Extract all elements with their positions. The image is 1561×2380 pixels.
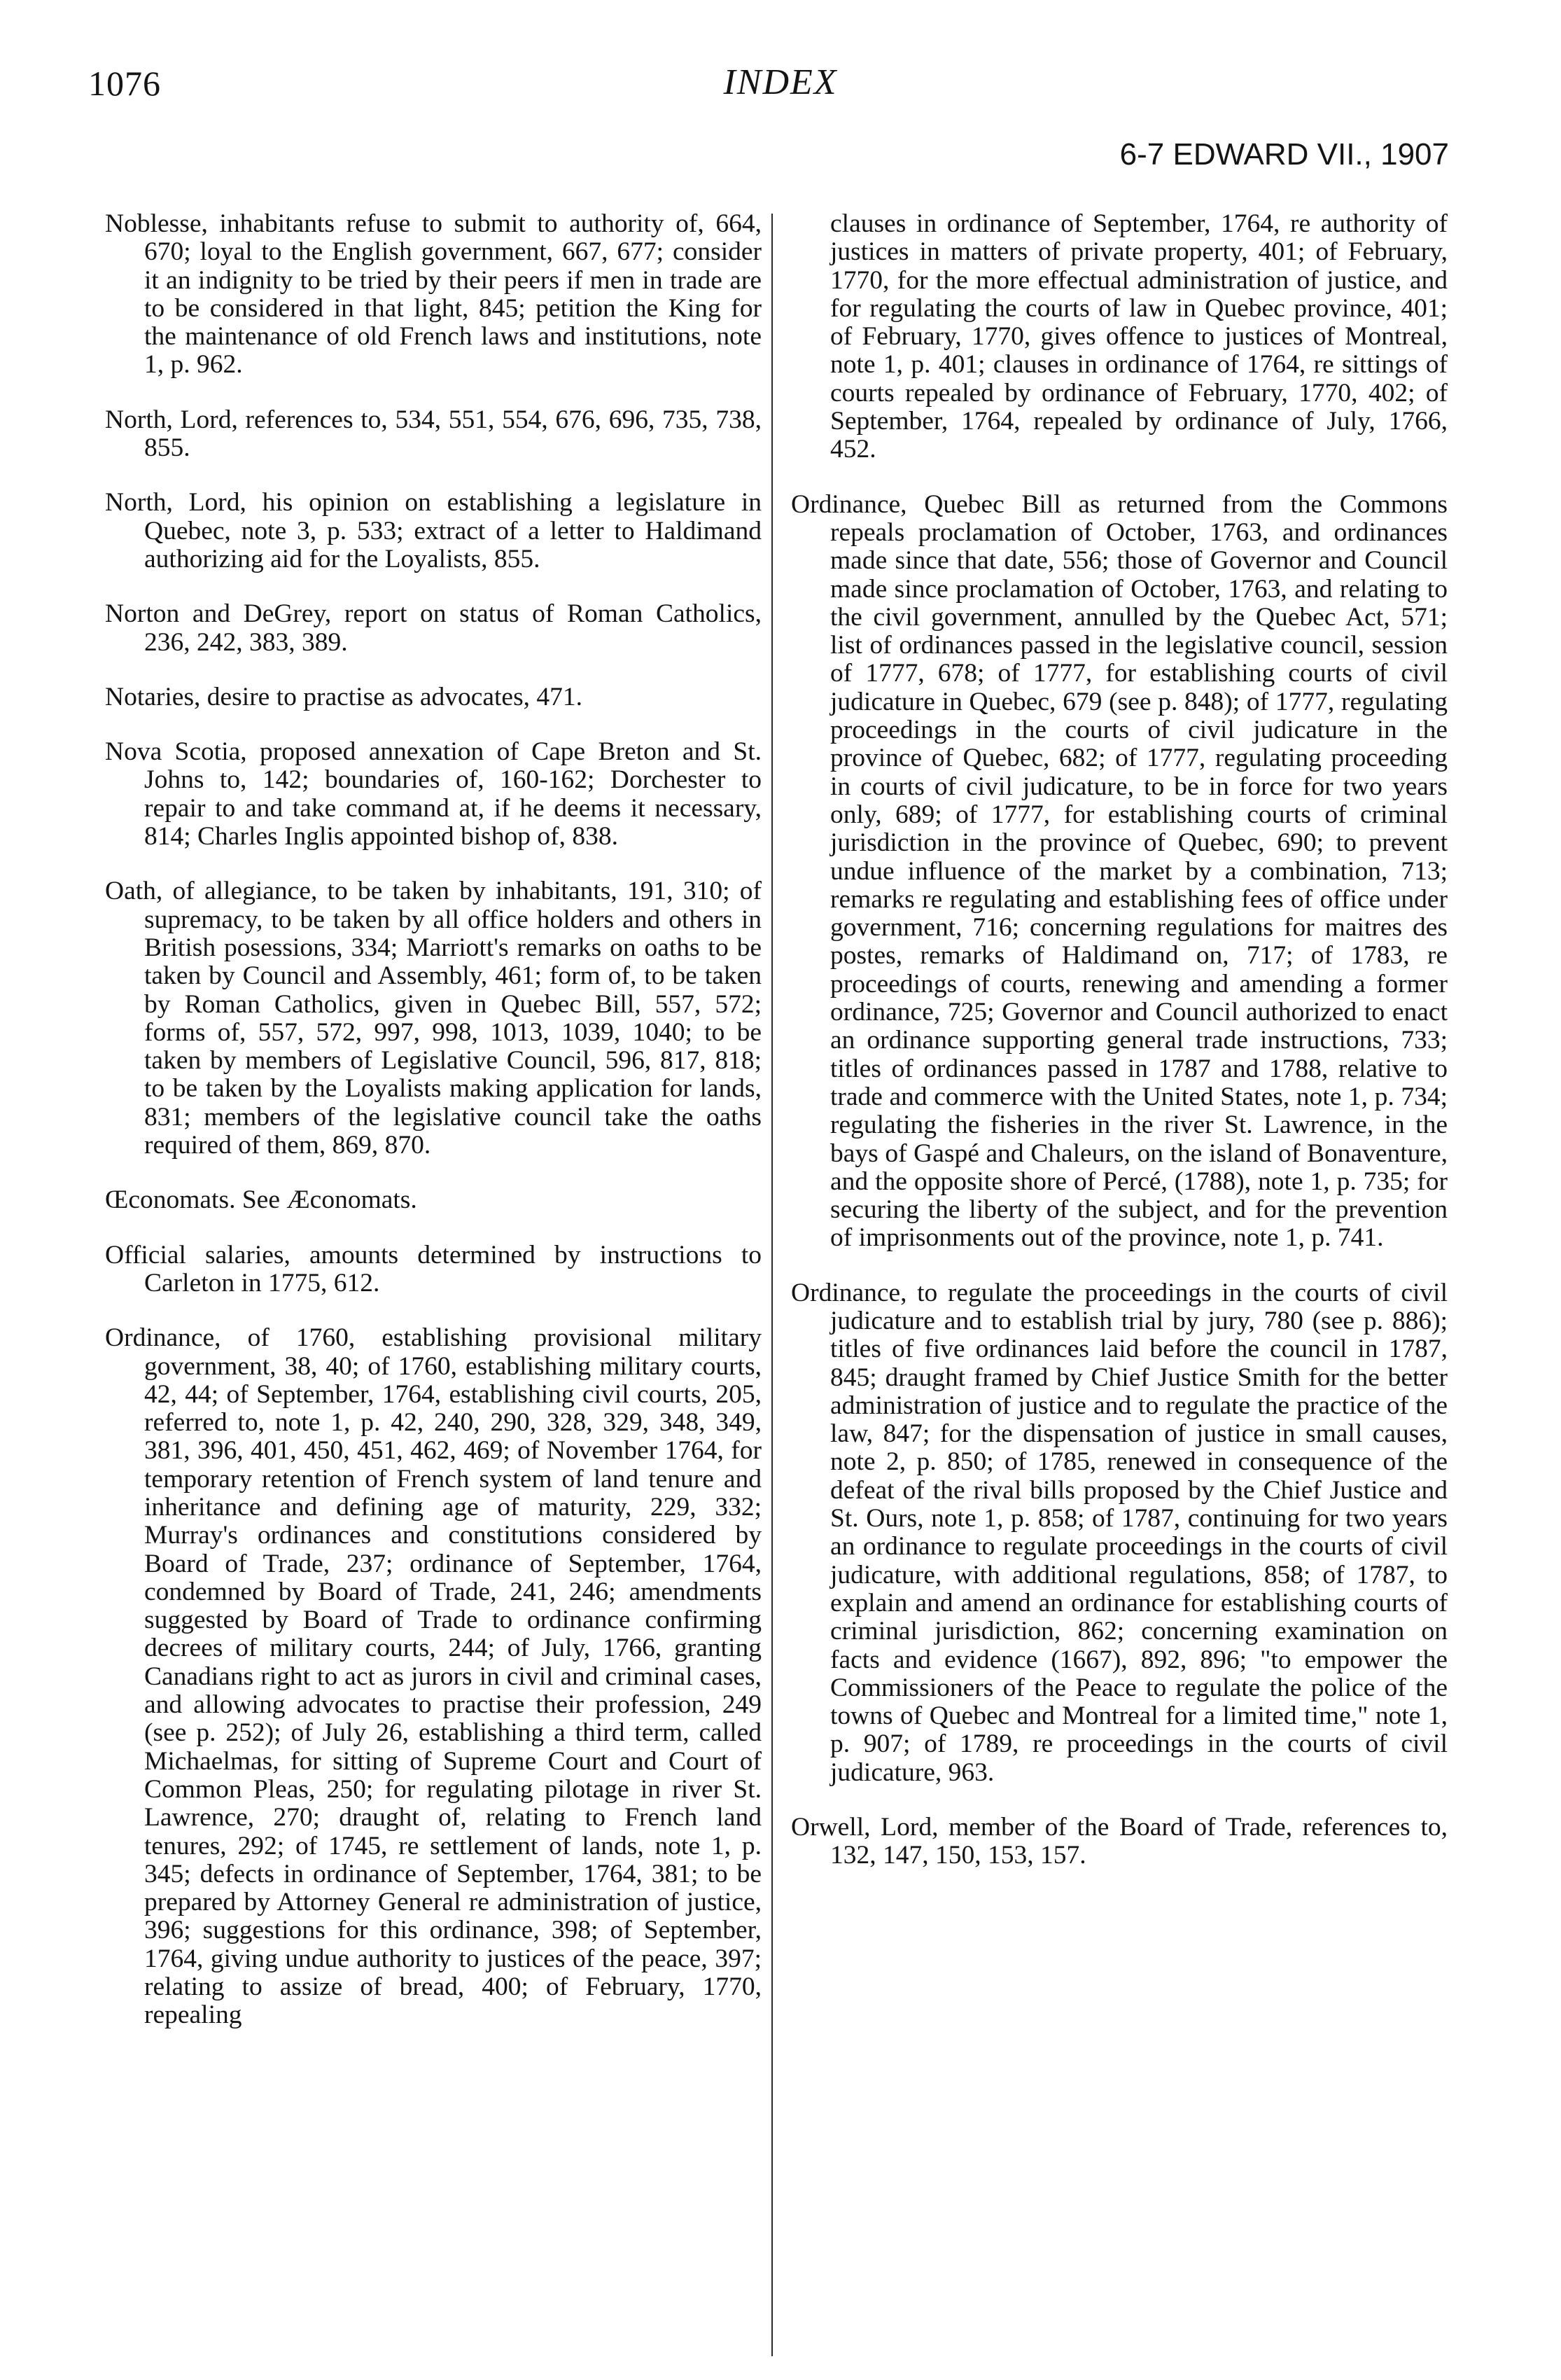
- index-entry: [105, 738, 762, 851]
- entry-text: Oath, of allegiance, to be taken by inhabitants, 191, 310; of supremacy, to be taken by all office holders and others in British posessions, 334; Marriott's remarks on oaths to be taken by Council and Assembly, 461; form of, to be taken by Roman Catholics, given in Quebec Bill, 557, 572; forms of, 557, 572, 997, 998, 1013, 1039, 1040; to be taken by members of Legislative Council, 596, 817, 818; to be taken by the Loyalists making application for lands, 831; members of the legislative council take the oaths required of them, 869, 870.: [105, 877, 762, 1160]
- entry-text: Ordinance, to regulate the proceedings in the courts of civil judicature and to establish trial by jury, 780 (see p. 886); titles of five ordinances laid before the council in 1787, 845; draught framed by Chief Justice Smith for the better administration of justice and to regulate the practice of the law, 847; for the dispensation of justice in small causes, note 2, p. 850; of 1785, renewed in consequence of the defeat of the rival bills proposed by the Chief Justice and St. Ours, note 1, p. 858; of 1787, continuing for two years an ordinance to regulate proceedings in the courts of civil judicature, with additional regulations, 858; of 1787, to explain and amend an ordinance for establishing courts of criminal jurisdiction, 862; concerning examination on facts and evidence (1667), 892, 896; "to empower the Commissioners of the Peace to regulate the police of the towns of Quebec and Montreal for a limited time," note 1, p. 907; of 1789, re proceedings in the courts of civil judicature, 963.: [791, 1278, 1448, 1787]
- running-head: INDEX: [723, 62, 838, 102]
- entry-text: Noblesse, inhabitants refuse to submit to authority of, 664, 670; loyal to the English government, 667, 677; consider it an indignity to be tried by their peers if men in trade are to be considered in that light, 845; petition the King for the maintenance of old French laws and institutions, note 1, p. 962.: [105, 209, 762, 380]
- entry-text: Official salaries, amounts determined by instructions to Carleton in 1775, 612.: [105, 1240, 762, 1297]
- entry-text: Norton and DeGrey, report on status of Roman Catholics, 236, 242, 383, 389.: [105, 599, 762, 657]
- index-entry-continued: [791, 210, 1448, 464]
- page-header: [0, 0, 1561, 182]
- entry-text: Œconomats. See Æconomats.: [105, 1185, 417, 1215]
- index-column-left: [105, 210, 762, 2030]
- index-column-right: [791, 210, 1448, 1870]
- index-entry: [105, 877, 762, 1160]
- index-entry: [791, 1814, 1448, 1870]
- page-number: 1076: [88, 64, 161, 103]
- index-entry: [105, 1324, 762, 2029]
- entry-text: Orwell, Lord, member of the Board of Trade, references to, 132, 147, 150, 153, 157.: [791, 1813, 1448, 1870]
- entry-text: North, Lord, references to, 534, 551, 554, 676, 696, 735, 738, 855.: [105, 405, 762, 463]
- index-entry: [105, 1241, 762, 1298]
- edition-label: 6-7 EDWARD VII., 1907: [1119, 137, 1449, 172]
- index-entry: [791, 491, 1448, 1253]
- entry-text: North, Lord, his opinion on establishing a legislature in Quebec, note 3, p. 533; extract of a letter to Haldimand authorizing aid for the Loyalists, 855.: [105, 488, 762, 573]
- index-entry: [105, 210, 762, 380]
- index-entry: [105, 406, 762, 463]
- index-entry: [105, 1186, 762, 1214]
- entry-text: Nova Scotia, proposed annexation of Cape Breton and St. Johns to, 142; boundaries of, 160-162; Dorchester to repair to and take command at, if he deems it necessary, 814; Charles Inglis appointed bishop of, 838.: [105, 737, 762, 851]
- index-entry: [105, 489, 762, 573]
- column-divider: [771, 214, 773, 2356]
- index-entry: [791, 1279, 1448, 1787]
- entry-text: Ordinance, of 1760, establishing provisional military government, 38, 40; of 1760, establishing military courts, 42, 44; of September, 1764, establishing civil courts, 205, referred to, note 1, p. 42, 240, 290, 328, 329, 348, 349, 381, 396, 401, 450, 451, 462, 469; of November 1764, for temporary retention of French system of land tenure and inheritance and defining age of maturity, 229, 332; Murray's ordinances and constitutions considered by Board of Trade, 237; ordinance of September, 1764, condemned by Board of Trade, 241, 246; amendments suggested by Board of Trade to ordinance confirming decrees of military courts, 244; of July, 1766, granting Canadians right to act as jurors in civil and criminal cases, and allowing advocates to practise their profession, 249 (see p. 252); of July 26, establishing a third term, called Michaelmas, for sitting of Supreme Court and Court of Common Pleas, 250; for regulating pilotage in river St. Lawrence, 270; draught of, relating to French land tenures, 292; of 1745, re settlement of lands, note 1, p. 345; defects in ordinance of September, 1764, 381; to be prepared by Attorney General re administration of justice, 396; suggestions for this ordinance, 398; of September, 1764, giving undue authority to justices of the peace, 397; relating to assize of bread, 400; of February, 1770, repealing: [105, 1323, 762, 2030]
- entry-text: Ordinance, Quebec Bill as returned from the Commons repeals proclamation of October, 1763, and ordinances made since that date, 556; those of Governor and Council made since proclamation of October, 1763, and relating to the civil government, annulled by the Quebec Act, 571; list of ordinances passed in the legislative council, session of 1777, 678; of 1777, for establishing courts of civil judicature in Quebec, 679 (see p. 848); of 1777, regulating proceedings in the courts of civil judicature in the province of Quebec, 682; of 1777, regulating proceeding in courts of civil judicature, to be in force for two years only, 689; of 1777, for establishing courts of criminal jurisdiction in the province of Quebec, 690; to prevent undue influence of the market by a combination, 713; remarks re regulating and establishing fees of office under government, 716; concerning regulations for maitres des postes, remarks of Haldimand on, 717; of 1783, re proceedings of courts, renewing and amending a former ordinance, 725; Governor and Council authorized to enact an ordinance supporting general trade instructions, 733; titles of ordinances passed in 1787 and 1788, relative to trade and commerce with the United States, note 1, p. 734; regulating the fisheries in the river St. Lawrence, in the bays of Gaspé and Chaleurs, on the island of Bonaventure, and the opposite shore of Percé, (1788), note 1, p. 735; for securing the liberty of the subject, and for the prevention of imprisonments out of the province, note 1, p. 741.: [791, 489, 1448, 1253]
- entry-text: clauses in ordinance of September, 1764, re authority of justices in matters of private property, 401; of February, 1770, for the more effectual administration of justice, and for regulating the courts of law in Quebec province, 401; of February, 1770, gives offence to justices of Montreal, note 1, p. 401; clauses in ordinance of 1764, re sittings of courts repealed by ordinance of February, 1770, 402; of September, 1764, repealed by ordinance of July, 1766, 452.: [830, 209, 1448, 464]
- index-entry: [105, 683, 762, 711]
- entry-text: Notaries, desire to practise as advocates, 471.: [105, 682, 583, 711]
- index-entry: [105, 600, 762, 657]
